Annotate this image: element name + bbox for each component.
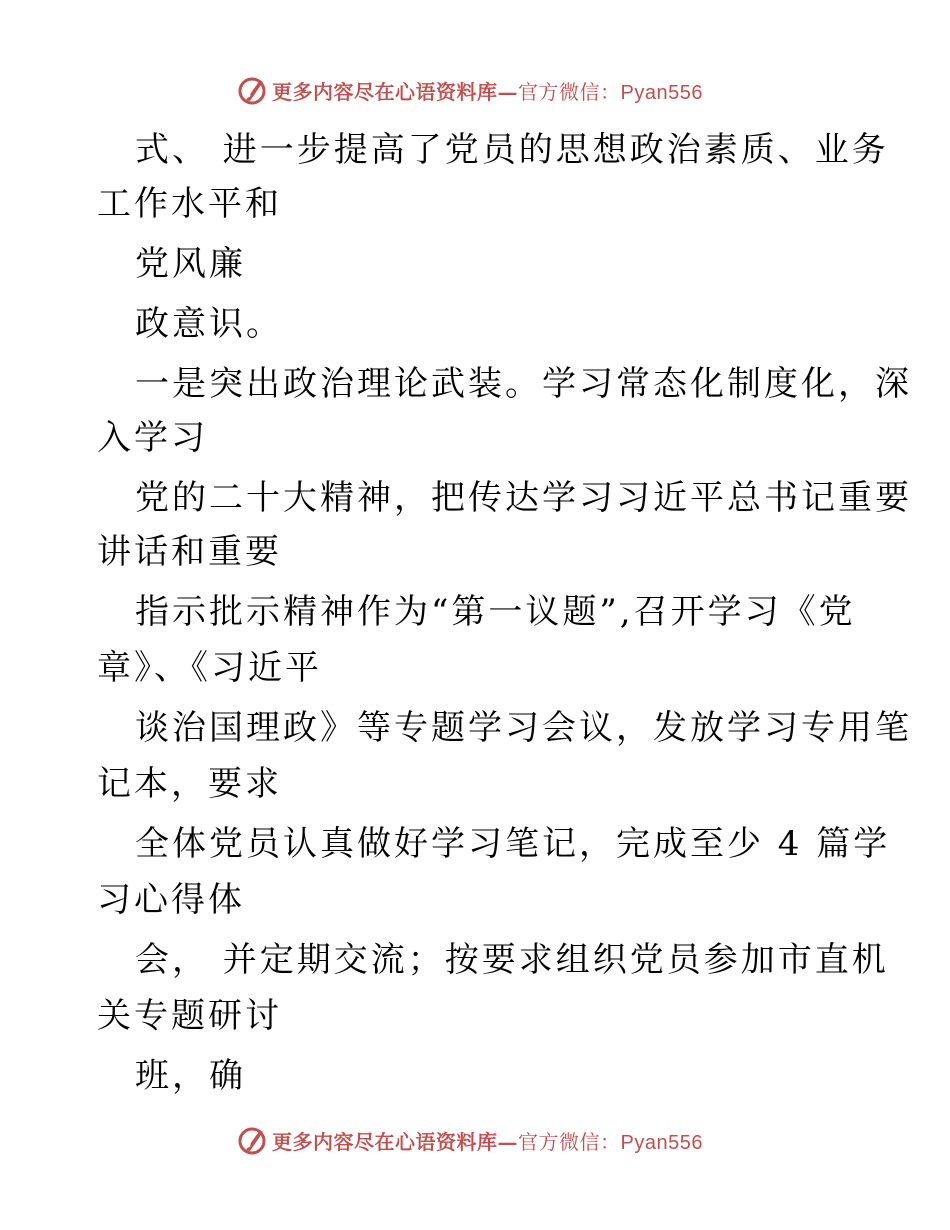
paragraph-line: 关专题研讨 bbox=[97, 996, 282, 1036]
paragraph-line: 入学习 bbox=[97, 418, 208, 458]
quill-pen-circle-icon bbox=[236, 1124, 268, 1156]
footer-banner-title: 更多内容尽在心语资料库 bbox=[272, 1129, 498, 1154]
paragraph-line: 讲话和重要 bbox=[97, 532, 282, 572]
footer-banner-wechat: 官方微信：Pyan556 bbox=[518, 1131, 703, 1154]
paragraph-line: 政意识。 bbox=[135, 304, 283, 344]
paragraph-line: 全体党员认真做好学习笔记，完成至少 4 篇学 bbox=[135, 824, 891, 864]
paragraph-line: 工作水平和 bbox=[97, 184, 282, 224]
header-banner-text bbox=[272, 76, 703, 105]
header-banner bbox=[0, 70, 950, 110]
header-banner-title: 更多内容尽在心语资料库 bbox=[272, 79, 498, 104]
footer-banner-text bbox=[272, 1126, 703, 1155]
header-banner-dash: — bbox=[497, 79, 518, 104]
paragraph-line: 会， 并定期交流；按要求组织党员参加市直机 bbox=[135, 940, 889, 980]
paragraph-line: 班，确 bbox=[135, 1056, 246, 1096]
header-banner-wechat: 官方微信：Pyan556 bbox=[518, 81, 703, 104]
paragraph-line: 党的二十大精神，把传达学习习近平总书记重要 bbox=[135, 478, 912, 518]
paragraph-line: 章》、《习近平 bbox=[97, 648, 322, 688]
paragraph-line: 一是突出政治理论武装。学习常态化制度化，深 bbox=[135, 364, 912, 404]
paragraph-line: 记本，要求 bbox=[97, 764, 282, 804]
paragraph-line: 式、 进一步提高了党员的思想政治素质、业务 bbox=[135, 130, 889, 170]
paragraph-line: 党风廉 bbox=[135, 244, 246, 284]
footer-banner-dash: — bbox=[497, 1129, 518, 1154]
paragraph-line: 习心得体 bbox=[97, 880, 245, 920]
quill-pen-circle-icon bbox=[236, 74, 268, 106]
paragraph-line: 谈治国理政》等专题学习会议，发放学习专用笔 bbox=[135, 708, 912, 748]
footer-banner bbox=[0, 1120, 950, 1160]
paragraph-line: 指示批示精神作为“第一议题”,召开学习《党 bbox=[135, 592, 856, 632]
